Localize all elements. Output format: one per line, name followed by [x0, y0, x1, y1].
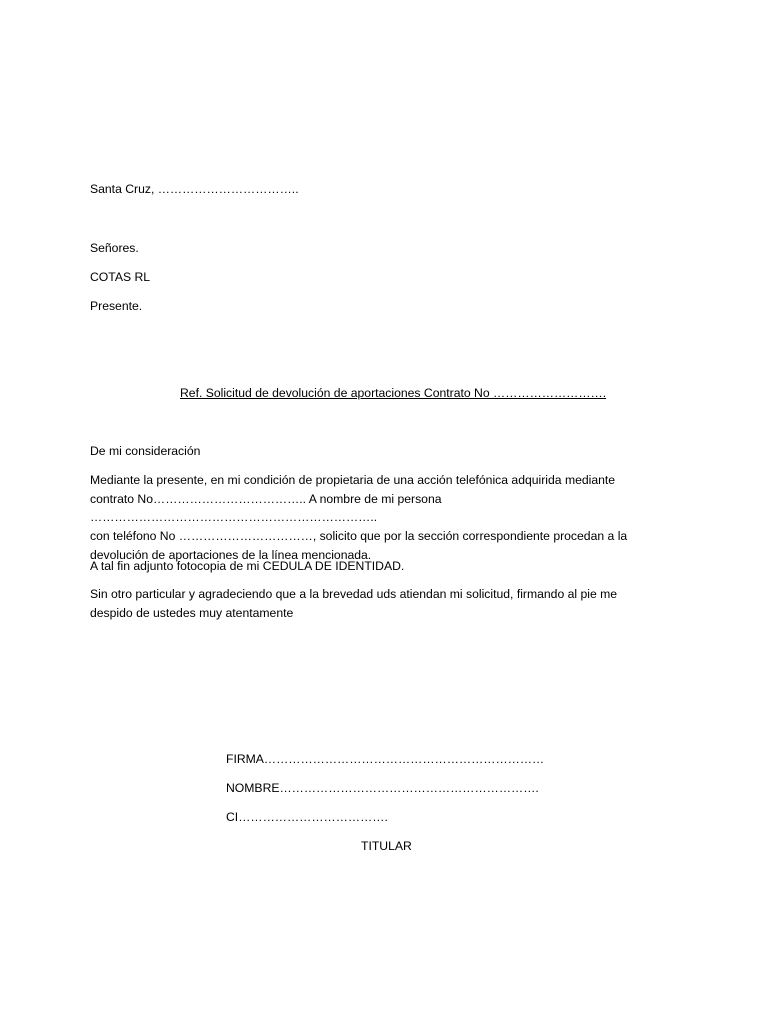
signature-firma-line: FIRMA……………………………………………………………	[226, 752, 545, 766]
reference-line: Ref. Solicitud de devolución de aportaciones Contrato No ……………………….	[180, 386, 607, 400]
greeting-line-1: Señores.	[90, 241, 139, 255]
body-paragraph-1-line: Mediante la presente, en mi condición de propietaria de una acción telefónica adquirida mediante	[90, 473, 616, 487]
body-paragraph-1-line: devolución de aportaciones de la línea mencionada.	[90, 547, 372, 562]
greeting-recipient: COTAS RL	[90, 270, 151, 284]
body-paragraph-3	[90, 585, 690, 622]
salutation: De mi consideración	[90, 444, 201, 458]
signature-ci-line: CI……………………………….	[226, 810, 388, 824]
body-paragraph-1-line: contrato No……………………………….. A nombre de mi persona ……………………………………………………………..	[90, 491, 442, 525]
body-paragraph-2: A tal fin adjunto fotocopia de mi CEDULA DE IDENTIDAD.	[90, 559, 405, 573]
place-date: Santa Cruz, ……………………………..	[90, 182, 299, 196]
signature-titular-label: TITULAR	[361, 839, 412, 853]
body-paragraph-3-line: Sin otro particular y agradeciendo que a la brevedad uds atiendan mi solicitud, firmando al pie me	[90, 587, 618, 601]
body-paragraph-1	[90, 471, 690, 565]
greeting-line-3: Presente.	[90, 299, 143, 313]
body-paragraph-1-line: con teléfono No ……………………………, solicito que por la sección correspondiente procedan a la	[90, 529, 628, 544]
body-paragraph-3-line: despido de ustedes muy atentamente	[90, 605, 294, 620]
signature-nombre-line: NOMBRE……………………………………………………….	[226, 781, 539, 795]
